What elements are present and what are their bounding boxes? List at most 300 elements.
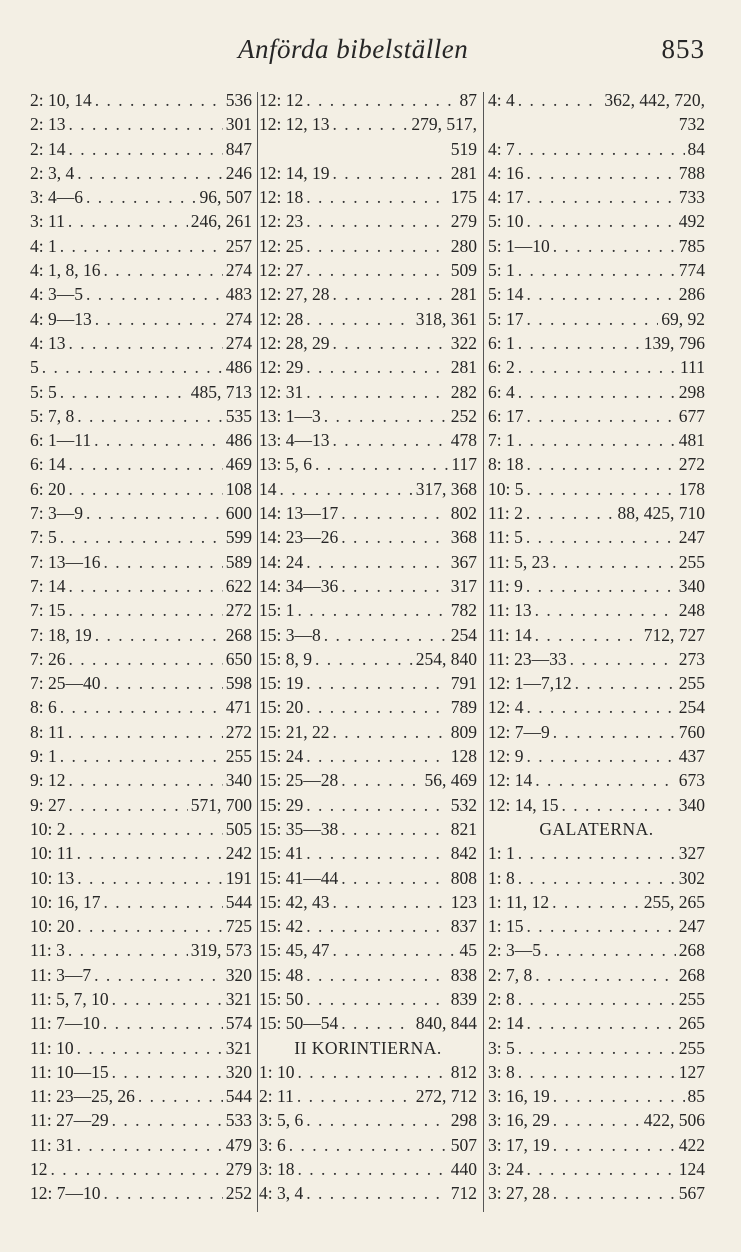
page-references: 279 (450, 211, 477, 232)
verse-reference: 15: 25—28 (259, 770, 339, 791)
index-entry (30, 647, 252, 671)
dot-leader (104, 890, 223, 914)
dot-leader (527, 477, 676, 501)
verse-reference: 12: 25 (259, 235, 304, 256)
page-references: 124 (678, 1159, 705, 1180)
index-entry (30, 914, 252, 938)
verse-reference: 11: 3 (30, 940, 65, 961)
verse-reference: 12 (30, 1159, 48, 1180)
page-references: 272 (225, 721, 252, 742)
verse-reference: 15: 24 (259, 746, 304, 767)
index-entry (30, 841, 252, 865)
verse-reference: 12: 27 (259, 260, 304, 281)
dot-leader (518, 866, 676, 890)
index-entry (488, 185, 705, 209)
dot-leader (333, 428, 448, 452)
dot-leader (60, 525, 223, 549)
dot-leader (69, 452, 223, 476)
dot-leader (297, 1084, 413, 1108)
dot-leader (138, 1084, 223, 1108)
verse-reference: 15: 41—44 (259, 867, 339, 888)
page-references: 533 (225, 1110, 252, 1131)
index-entry (30, 623, 252, 647)
page-references: 567 (678, 1183, 705, 1204)
index-entry (259, 938, 477, 962)
verse-reference: 5: 5 (30, 381, 57, 402)
index-entry (30, 258, 252, 282)
page-references: 320 (225, 1061, 252, 1082)
verse-reference: 6: 20 (30, 478, 66, 499)
index-entry (259, 720, 477, 744)
dot-leader (526, 525, 676, 549)
dot-leader (77, 161, 223, 185)
verse-reference: 9: 1 (30, 746, 57, 767)
dot-leader (298, 598, 448, 622)
page-references: 88, 425, 710 (617, 503, 705, 524)
index-entry (488, 695, 705, 719)
verse-reference: 6: 4 (488, 381, 515, 402)
verse-reference: 11: 13 (488, 600, 532, 621)
dot-leader (69, 331, 223, 355)
verse-reference: 15: 21, 22 (259, 721, 330, 742)
index-entry (259, 525, 477, 549)
verse-reference: 4: 4 (488, 90, 515, 110)
column-divider (257, 92, 258, 1212)
verse-reference: 15: 50—54 (259, 1013, 339, 1034)
page-references: 128 (450, 746, 477, 767)
page-references: 505 (225, 818, 252, 839)
page-references: 535 (225, 405, 252, 426)
dot-leader (306, 744, 448, 768)
page-references: 478 (450, 430, 477, 451)
page-references: 246 (225, 162, 252, 183)
verse-reference: 3: 11 (30, 211, 65, 232)
book-heading: II KORINTIERNA. (294, 1037, 442, 1058)
index-entry (488, 671, 705, 695)
page-references: 255 (678, 988, 705, 1009)
verse-reference: 10: 16, 17 (30, 891, 101, 912)
dot-leader (527, 307, 659, 331)
verse-reference: 11: 10—15 (30, 1061, 109, 1082)
verse-reference: 15: 19 (259, 673, 304, 694)
dot-leader (104, 1181, 223, 1205)
verse-reference: 12: 29 (259, 357, 304, 378)
index-entry (488, 768, 705, 792)
dot-leader (324, 623, 448, 647)
index-entry (30, 209, 252, 233)
page-references: 252 (450, 405, 477, 426)
index-entry (488, 501, 705, 525)
dot-leader (333, 112, 409, 136)
verse-reference: 10: 13 (30, 867, 75, 888)
verse-reference: 2: 14 (30, 138, 66, 159)
index-entry (259, 112, 477, 136)
index-entry (30, 574, 252, 598)
verse-reference: 1: 8 (488, 867, 515, 888)
page-references: 268 (678, 964, 705, 985)
dot-leader (333, 282, 448, 306)
page-references: 127 (678, 1061, 705, 1082)
index-entry (488, 1084, 705, 1108)
dot-leader (535, 598, 676, 622)
page-references: 802 (450, 503, 477, 524)
dot-leader (527, 209, 676, 233)
index-entry (259, 817, 477, 841)
page-references: 774 (678, 260, 705, 281)
verse-reference: 14: 13—17 (259, 503, 339, 524)
page-references: 600 (225, 503, 252, 524)
index-entry (30, 598, 252, 622)
index-entry (259, 768, 477, 792)
index-column-2 (259, 88, 477, 1206)
dot-leader (527, 452, 676, 476)
verse-reference: 3: 17, 19 (488, 1134, 550, 1155)
verse-reference: 14: 23—26 (259, 527, 339, 548)
index-column-1 (30, 88, 252, 1206)
dot-leader (553, 1108, 641, 1132)
page-references: 812 (450, 1061, 477, 1082)
page-references: 507 (450, 1134, 477, 1155)
page-references: 247 (678, 527, 705, 548)
verse-reference: 10: 11 (30, 843, 74, 864)
dot-leader (306, 671, 448, 695)
verse-reference: 7: 26 (30, 648, 66, 669)
index-entry (488, 720, 705, 744)
index-entry (259, 234, 477, 258)
dot-leader (518, 331, 641, 355)
dot-leader (69, 477, 223, 501)
page-references: 486 (225, 357, 252, 378)
verse-reference: 15: 29 (259, 794, 304, 815)
verse-reference: 2: 7, 8 (488, 964, 533, 985)
page-references: 673 (678, 770, 705, 791)
dot-leader (306, 185, 448, 209)
index-entry (30, 137, 252, 161)
dot-leader (333, 331, 448, 355)
page-references: 479 (225, 1134, 252, 1155)
dot-leader (104, 671, 223, 695)
dot-leader (112, 1060, 223, 1084)
verse-reference: 6: 14 (30, 454, 66, 475)
page-references: 273 (678, 648, 705, 669)
dot-leader (69, 768, 223, 792)
page-references: 481 (678, 430, 705, 451)
verse-reference: 13: 5, 6 (259, 454, 312, 475)
index-entry (259, 890, 477, 914)
page-references: 322 (450, 332, 477, 353)
index-entry (488, 744, 705, 768)
dot-leader (60, 234, 223, 258)
index-entry (30, 720, 252, 744)
dot-leader (535, 963, 676, 987)
page-references: 317 (450, 575, 477, 596)
index-entry (488, 525, 705, 549)
dot-leader (68, 720, 223, 744)
index-entry (488, 1157, 705, 1181)
page-references: 279 (225, 1159, 252, 1180)
book-heading: GALATERNA. (539, 818, 654, 839)
page-references: 139, 796 (643, 332, 705, 353)
verse-reference: 3: 16, 19 (488, 1086, 550, 1107)
verse-reference: 15: 41 (259, 843, 304, 864)
dot-leader (77, 866, 223, 890)
verse-reference: 3: 5, 6 (259, 1110, 304, 1131)
verse-reference: 1: 1 (488, 843, 515, 864)
index-entry (30, 1036, 252, 1060)
verse-reference: 11: 5 (488, 527, 523, 548)
verse-reference: 11: 10 (30, 1037, 74, 1058)
dot-leader (104, 258, 223, 282)
dot-leader (518, 355, 677, 379)
dot-leader (535, 768, 676, 792)
verse-reference: 11: 9 (488, 575, 523, 596)
verse-reference: 6: 1 (488, 332, 515, 353)
dot-leader (69, 137, 223, 161)
verse-reference: 3: 18 (259, 1159, 295, 1180)
dot-leader (306, 355, 448, 379)
page-references: 422 (678, 1134, 705, 1155)
dot-leader (103, 1011, 223, 1035)
page-references: 340 (678, 575, 705, 596)
dot-leader (553, 1133, 676, 1157)
page-references: 281 (450, 284, 477, 305)
index-entry (259, 574, 477, 598)
verse-reference: 4: 16 (488, 162, 524, 183)
verse-reference: 8: 6 (30, 697, 57, 718)
dot-leader (42, 355, 223, 379)
page-references: 272, 712 (415, 1086, 477, 1107)
index-entry (259, 185, 477, 209)
index-entry (30, 1011, 252, 1035)
index-entry (30, 234, 252, 258)
page-references: 712, 727 (643, 624, 705, 645)
dot-leader (306, 914, 448, 938)
index-entry (30, 1060, 252, 1084)
dot-leader (77, 1133, 223, 1157)
dot-leader (341, 525, 448, 549)
page-references: 268 (225, 624, 252, 645)
index-entry (30, 1181, 252, 1205)
dot-leader (341, 501, 448, 525)
dot-leader (306, 1181, 448, 1205)
dot-leader (77, 404, 223, 428)
dot-leader (69, 598, 223, 622)
index-entry (488, 234, 705, 258)
index-entry (488, 1036, 705, 1060)
page-references: 677 (678, 405, 705, 426)
page-references: 280 (450, 235, 477, 256)
dot-leader (341, 817, 448, 841)
dot-leader (69, 647, 223, 671)
dot-leader (341, 768, 421, 792)
index-entry (259, 307, 477, 331)
index-entry (488, 88, 705, 112)
verse-reference: 3: 4—6 (30, 187, 83, 208)
page-references: 255 (678, 551, 705, 572)
dot-leader (333, 890, 448, 914)
index-entry (30, 112, 252, 136)
page-references: 544 (225, 891, 252, 912)
dot-leader (95, 623, 223, 647)
index-entry (30, 282, 252, 306)
verse-reference: 12: 14, 15 (488, 794, 559, 815)
verse-reference: 15: 50 (259, 988, 304, 1009)
page-references: 838 (450, 964, 477, 985)
page-references: 281 (450, 162, 477, 183)
index-entry-continuation (488, 112, 705, 136)
page-references: 254 (678, 697, 705, 718)
dot-leader (575, 671, 676, 695)
dot-leader (69, 817, 223, 841)
verse-reference: 4: 17 (488, 187, 524, 208)
dot-leader (527, 1157, 676, 1181)
page-references: 509 (450, 260, 477, 281)
verse-reference: 1: 11, 12 (488, 891, 550, 912)
verse-reference: 14: 24 (259, 551, 304, 572)
verse-reference: 12: 14 (488, 770, 533, 791)
verse-reference: 12: 31 (259, 381, 304, 402)
dot-leader (112, 1108, 223, 1132)
index-entry (30, 307, 252, 331)
index-entry (259, 331, 477, 355)
dot-leader (324, 404, 448, 428)
index-entry (488, 574, 705, 598)
verse-reference: 15: 20 (259, 697, 304, 718)
dot-leader (570, 647, 676, 671)
verse-reference: 6: 1—11 (30, 430, 92, 451)
verse-reference: 4: 1, 8, 16 (30, 260, 101, 281)
page-references: 255 (225, 746, 252, 767)
dot-leader (333, 938, 457, 962)
dot-leader (518, 1060, 676, 1084)
index-entry (488, 550, 705, 574)
verse-reference: 2: 8 (488, 988, 515, 1009)
verse-reference: 3: 6 (259, 1134, 286, 1155)
dot-leader (94, 963, 223, 987)
index-entry (488, 1181, 705, 1205)
dot-leader (306, 209, 448, 233)
verse-reference: 10: 20 (30, 916, 75, 937)
index-entry-continuation (259, 137, 477, 161)
page-references: 847 (225, 138, 252, 159)
dot-leader (535, 623, 641, 647)
index-entry (30, 525, 252, 549)
dot-leader (527, 744, 676, 768)
page-references: 837 (450, 916, 477, 937)
verse-reference: 15: 42, 43 (259, 891, 330, 912)
index-entry (30, 1133, 252, 1157)
verse-reference: 4: 7 (488, 138, 515, 159)
index-entry (259, 647, 477, 671)
verse-reference: 13: 1—3 (259, 405, 321, 426)
index-entry (30, 331, 252, 355)
index-entry (488, 452, 705, 476)
page-references: 265 (678, 1013, 705, 1034)
index-entry (488, 1108, 705, 1132)
dot-leader (60, 380, 188, 404)
page-references: 483 (225, 284, 252, 305)
dot-leader (306, 695, 448, 719)
dot-leader (289, 1133, 448, 1157)
page-references: 492 (678, 211, 705, 232)
running-title: Anförda bibelställen (238, 34, 469, 64)
page-references: 437 (678, 746, 705, 767)
verse-reference: 12: 27, 28 (259, 284, 330, 305)
index-entry (30, 161, 252, 185)
dot-leader (553, 234, 676, 258)
verse-reference: 12: 28, 29 (259, 332, 330, 353)
dot-leader (518, 137, 685, 161)
index-entry (259, 598, 477, 622)
verse-reference: 15: 1 (259, 600, 295, 621)
page-references: 622 (225, 575, 252, 596)
verse-reference: 2: 3—5 (488, 940, 541, 961)
dot-leader (104, 550, 223, 574)
verse-reference: 15: 3—8 (259, 624, 321, 645)
page-references: 733 (678, 187, 705, 208)
page-references: 117 (451, 454, 477, 475)
verse-reference: 12: 12, 13 (259, 114, 330, 135)
index-entry (30, 817, 252, 841)
verse-reference: 11: 2 (488, 503, 523, 524)
dot-leader (51, 1157, 223, 1181)
dot-leader (518, 841, 676, 865)
page-references: 254 (450, 624, 477, 645)
page-references: 440 (450, 1159, 477, 1180)
page-references: 191 (225, 867, 252, 888)
verse-reference: 3: 16, 29 (488, 1110, 550, 1131)
page-references: 362, 442, 720, (604, 90, 705, 110)
index-entry (259, 866, 477, 890)
page-references: 178 (678, 478, 705, 499)
dot-leader (518, 1036, 676, 1060)
dot-leader (69, 793, 188, 817)
page-references: 785 (678, 235, 705, 256)
index-entry (30, 938, 252, 962)
index-entry (30, 380, 252, 404)
page-references: 87 (459, 90, 477, 110)
index-entry (30, 695, 252, 719)
dot-leader (306, 380, 448, 404)
verse-reference: 6: 17 (488, 405, 524, 426)
page-references: 302 (678, 867, 705, 888)
index-entry (488, 137, 705, 161)
verse-reference: 5: 14 (488, 284, 524, 305)
page-references: 367 (450, 551, 477, 572)
verse-reference: 7: 25—40 (30, 673, 101, 694)
page-references: 248 (678, 600, 705, 621)
verse-reference: 5: 17 (488, 308, 524, 329)
page-references: 842 (450, 843, 477, 864)
dot-leader (562, 793, 676, 817)
verse-reference: 14: 34—36 (259, 575, 339, 596)
index-entry (30, 501, 252, 525)
dot-leader (306, 1108, 448, 1132)
page-references: 111 (680, 357, 705, 378)
index-entry (488, 404, 705, 428)
index-entry (488, 866, 705, 890)
index-entry (30, 987, 252, 1011)
index-entry (488, 938, 705, 962)
index-entry (259, 793, 477, 817)
page-references: 286 (678, 284, 705, 305)
verse-reference: 10: 5 (488, 478, 524, 499)
index-column-3 (488, 88, 705, 1206)
dot-leader (306, 841, 448, 865)
index-entry (488, 963, 705, 987)
index-entry (259, 404, 477, 428)
page-references: 650 (225, 648, 252, 669)
